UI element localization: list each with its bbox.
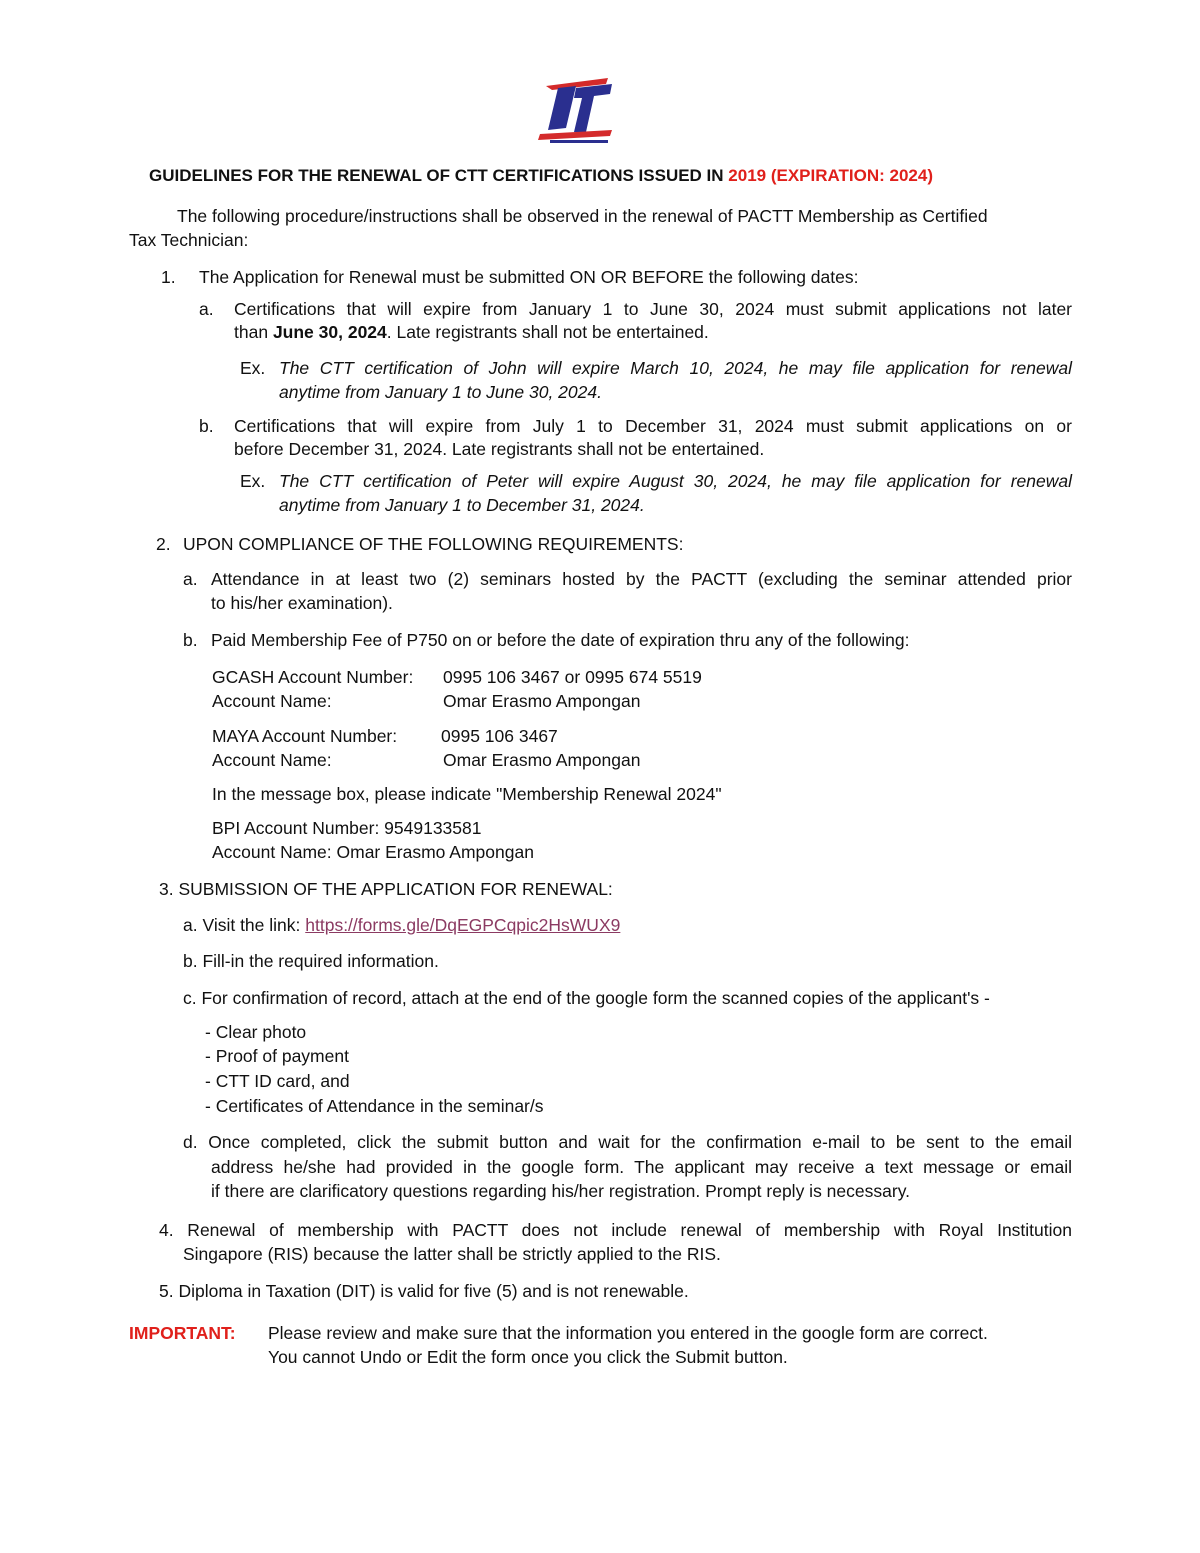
bpi-account: BPI Account Number: 9549133581 xyxy=(212,818,482,838)
item-1-number: 1. xyxy=(161,267,176,287)
bpi-account-name: Account Name: Omar Erasmo Ampongan xyxy=(212,842,534,862)
maya-name-label: Account Name: xyxy=(212,750,332,770)
item-1b-example-label: Ex. xyxy=(240,471,266,491)
maya-value: 0995 106 3467 xyxy=(441,726,558,746)
item-1b-line-1: Certifications that will expire from July 1 to December 31, 2024 must submit applications on or xyxy=(234,416,1072,436)
attachment-item: - CTT ID card, and xyxy=(205,1071,350,1091)
important-line-1: Please review and make sure that the information you entered in the google form are correct. xyxy=(268,1323,988,1343)
intro-line-2: Tax Technician: xyxy=(129,230,249,250)
attachment-item: - Clear photo xyxy=(205,1022,307,1042)
item-2b-text: Paid Membership Fee of P750 on or before the date of expiration thru any of the following: xyxy=(211,630,910,650)
item-1a-label: a. xyxy=(199,299,214,319)
item-1a-example-label: Ex. xyxy=(240,358,266,378)
item-3-heading: 3. SUBMISSION OF THE APPLICATION FOR RENEWAL: xyxy=(159,879,613,899)
gcash-label: GCASH Account Number: xyxy=(212,667,414,687)
item-1b-example-line-1: The CTT certification of Peter will expire August 30, 2024, he may file application for renewal xyxy=(279,471,1072,491)
attachment-item: - Certificates of Attendance in the seminar/s xyxy=(205,1096,544,1116)
item-1b-line-2: before December 31, 2024. Late registrants shall not be entertained. xyxy=(234,439,765,459)
item-2a-line-2: to his/her examination). xyxy=(211,593,393,613)
item-3d-line-3: if there are clarificatory questions regarding his/her registration. Prompt reply is necessary. xyxy=(211,1181,911,1201)
gcash-value: 0995 106 3467 or 0995 674 5519 xyxy=(443,667,702,687)
item-2a-line-1: Attendance in at least two (2) seminars hosted by the PACTT (excluding the seminar attended prior xyxy=(211,569,1072,589)
item-1-text: The Application for Renewal must be submitted ON OR BEFORE the following dates: xyxy=(199,267,859,287)
intro-line-1: The following procedure/instructions shall be observed in the renewal of PACTT Membership as Certified xyxy=(177,206,988,226)
ctt-logo xyxy=(536,74,616,146)
item-3d-line-1: d. Once completed, click the submit button and wait for the confirmation e-mail to be sent to the email xyxy=(183,1132,1072,1152)
item-1a-example-line-1: The CTT certification of John will expire March 10, 2024, he may file application for renewal xyxy=(279,358,1072,378)
maya-label: MAYA Account Number: xyxy=(212,726,398,746)
important-line-2: You cannot Undo or Edit the form once you click the Submit button. xyxy=(268,1347,788,1367)
important-label: IMPORTANT: xyxy=(129,1323,236,1343)
message-note: In the message box, please indicate "Membership Renewal 2024" xyxy=(212,784,722,804)
item-3b: b. Fill-in the required information. xyxy=(183,951,439,971)
item-2-heading: UPON COMPLIANCE OF THE FOLLOWING REQUIREMENTS: xyxy=(183,534,684,554)
item-5: 5. Diploma in Taxation (DIT) is valid for five (5) and is not renewable. xyxy=(159,1281,689,1301)
item-1b-label: b. xyxy=(199,416,214,436)
attachment-item: - Proof of payment xyxy=(205,1046,349,1066)
item-1a-line-2: than June 30, 2024. Late registrants shall not be entertained. xyxy=(234,322,709,342)
item-2b-label: b. xyxy=(183,630,198,650)
maya-name-value: Omar Erasmo Ampongan xyxy=(443,750,641,770)
item-3c: c. For confirmation of record, attach at the end of the google form the scanned copies of the applicant's - xyxy=(183,988,990,1008)
item-4-line-1: 4. Renewal of membership with PACTT does not include renewal of membership with Royal Institution xyxy=(159,1220,1072,1240)
item-3a: a. Visit the link: https://forms.gle/DqEGPCqpic2HsWUX9 xyxy=(183,915,621,935)
item-1a-example-line-2: anytime from January 1 to June 30, 2024. xyxy=(279,382,602,402)
google-form-link[interactable]: https://forms.gle/DqEGPCqpic2HsWUX9 xyxy=(305,915,621,935)
item-1a-line-1: Certifications that will expire from January 1 to June 30, 2024 must submit applications not later xyxy=(234,299,1072,319)
item-2a-label: a. xyxy=(183,569,198,589)
gcash-name-label: Account Name: xyxy=(212,691,332,711)
page-title: GUIDELINES FOR THE RENEWAL OF CTT CERTIFICATIONS ISSUED IN 2019 (EXPIRATION: 2024) xyxy=(149,166,933,185)
item-1b-example-line-2: anytime from January 1 to December 31, 2024. xyxy=(279,495,645,515)
item-2-number: 2. xyxy=(156,534,171,554)
gcash-name-value: Omar Erasmo Ampongan xyxy=(443,691,641,711)
item-3d-line-2: address he/she had provided in the google form. The applicant may receive a text message or email xyxy=(211,1157,1072,1177)
item-4-line-2: Singapore (RIS) because the latter shall be strictly applied to the RIS. xyxy=(183,1244,721,1264)
